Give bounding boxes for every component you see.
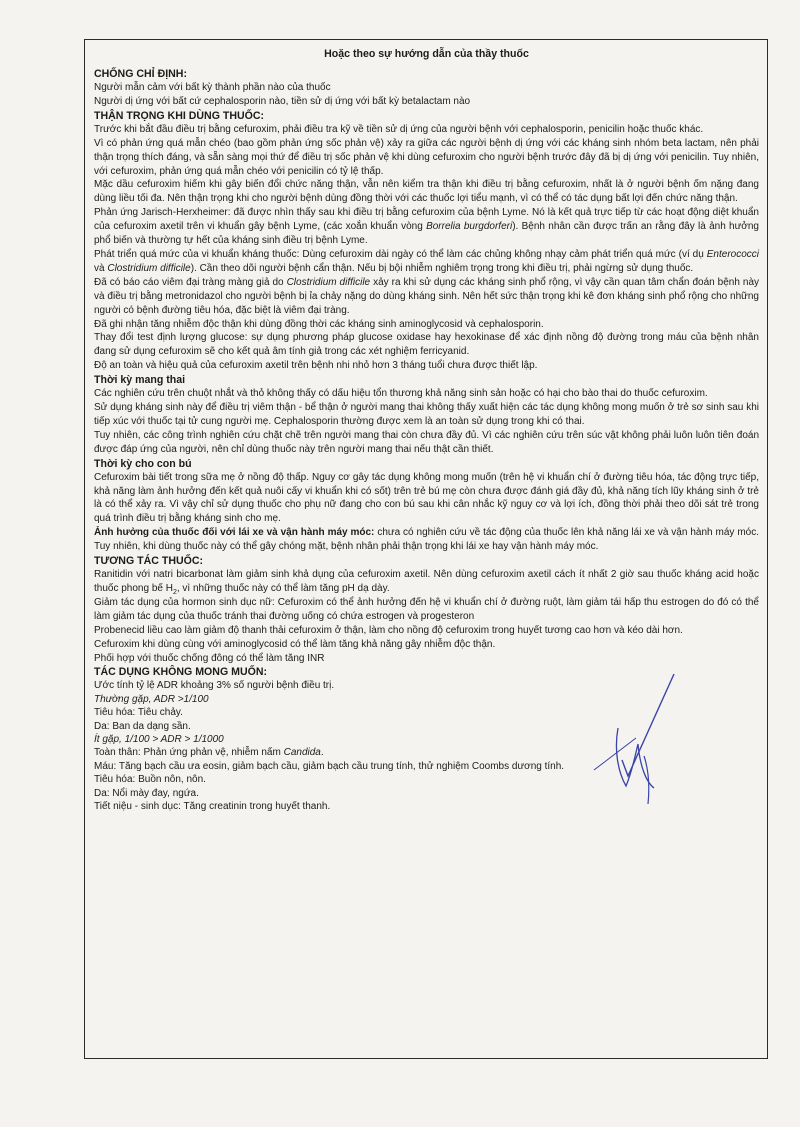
adverse-effects-heading: TÁC DỤNG KHÔNG MONG MUỐN:	[94, 666, 268, 679]
adverse-line: Máu: Tăng bạch cầu ưa eosin, giảm bạch cầu, giảm bạch cầu trung tính, thử nghiệm Coombs dương tính.	[94, 760, 565, 772]
caution-paragraph: Đã ghi nhận tăng nhiễm độc thận khi dùng đồng thời các kháng sinh aminoglycosid và cephalosporin.	[94, 318, 544, 330]
cautions-heading: THẬN TRỌNG KHI DÙNG THUỐC:	[94, 109, 265, 122]
italic-term: Candida	[283, 747, 321, 759]
caution-paragraph	[94, 276, 759, 318]
contraindications-heading: CHỐNG CHỈ ĐỊNH:	[94, 68, 187, 80]
adverse-line: Tiết niệu - sinh dục: Tăng creatinin trong huyết thanh.	[94, 801, 331, 813]
pregnancy-paragraph: Các nghiên cứu trên chuột nhắt và thỏ không thấy có dấu hiệu tổn thương khả năng sinh sản hoặc có hại cho bào thai do thuốc cefuroxim.	[94, 388, 708, 400]
pregnancy-paragraph: Sử dụng kháng sinh này để điều trị viêm thận - bể thận ở người mang thai không thấy xuất hiện các tác dụng không mong muốn ở trẻ sơ sinh sau khi tiếp xúc với thuốc tại tử cung người mẹ. Cephalosporin thường được xem là an toàn sử dụng trong khi có thai.	[94, 402, 759, 427]
text-run: Phát triển quá mức của vi khuẩn kháng thuốc: Dùng cefuroxim dài ngày có thể làm các chủng không nhạy cảm phát triển quá mức (ví dụ	[94, 248, 707, 260]
adverse-line	[94, 733, 759, 746]
caution-paragraph: Trước khi bắt đầu điều trị bằng cefuroxim, phải điều tra kỹ về tiền sử dị ứng của người bệnh với cephalosporin, penicilin hoặc thuốc khác.	[94, 123, 704, 135]
lactation-paragraph: Cefuroxim bài tiết trong sữa mẹ ở nồng độ thấp. Nguy cơ gây tác dụng không mong muốn (trên hệ vi khuẩn chí ở đường tiêu hóa, tác động trực tiếp, khả năng làm ảnh hưởng đến kết quả nuôi cấy vi khuẩn khi có sốt) trên trẻ bú mẹ còn chưa được đánh giá đầy đủ, khả năng tích lũy kháng sinh ở trẻ là có thể xảy ra. Vì vậy chỉ sử dụng thuốc cho phụ nữ đang cho con bú sau khi cân nhắc kỹ nguy cơ và lợi ích, đồng thời phải theo dõi sát trẻ trong quá trình điều trị bằng kháng sinh cho mẹ.	[94, 471, 759, 525]
text-run: và	[94, 262, 108, 274]
interaction-paragraph	[94, 568, 759, 596]
caution-paragraph	[94, 248, 759, 276]
caution-paragraph: Độ an toàn và hiệu quả của cefuroxim axetil trên bệnh nhi nhỏ hơn 3 tháng tuổi chưa được thiết lập.	[94, 360, 538, 372]
contraindication-line: Người dị ứng với bất cứ cephalosporin nào, tiền sử dị ứng với bất kỳ betalactam nào	[94, 95, 471, 107]
text-run: Toàn thân: Phản ứng phản vệ, nhiễm nấm	[94, 747, 284, 759]
italic-term: Enterococci	[706, 248, 759, 260]
italic-term: Clostridium difficile	[286, 276, 371, 288]
adverse-line	[94, 746, 759, 759]
text-run: Đã có báo cáo viêm đại tràng màng giả do	[94, 276, 287, 288]
adverse-line: Da: Ban da dạng sần.	[94, 720, 191, 732]
text-run: ). Cần theo dõi người bệnh cẩn thận. Nếu bị bội nhiễm nghiêm trọng trong khi điều trị, phải ngừng sử dụng thuốc.	[190, 262, 694, 274]
adverse-line	[94, 693, 759, 706]
pregnancy-paragraph: Tuy nhiên, các công trình nghiên cứu chặt chẽ trên người mang thai còn chưa đầy đủ. Vì các nghiên cứu trên súc vật không phải luôn luôn tiên đoán được đáp ứng của người, nên chỉ dùng thuốc này trên người mang thai nếu thật cần thiết.	[94, 429, 759, 455]
caution-paragraph: Mặc dầu cefuroxim hiếm khi gây biến đổi chức năng thận, vẫn nên kiểm tra thận khi điều trị bằng cefuroxim, nhất là ở người bệnh ốm nặng đang dùng liều tối đa. Nên thận trọng khi cho người bệnh dùng đồng thời với các thuốc lợi tiểu mạnh, vì có thể có tác dụng bất lợi đến chức năng thận.	[94, 179, 759, 205]
adverse-line: Tiêu hóa: Buồn nôn, nôn.	[94, 774, 206, 786]
italic-term: Borrelia burgdorferi	[426, 221, 513, 233]
frequency-label: Thường gặp, ADR >1/100	[94, 693, 209, 705]
document-frame	[84, 39, 768, 1059]
lactation-heading: Thời kỳ cho con bú	[94, 457, 192, 470]
adverse-line: Ước tính tỷ lệ ADR khoảng 3% số người bệnh điều trị.	[94, 680, 335, 692]
interactions-heading: TƯƠNG TÁC THUỐC:	[94, 555, 204, 568]
driving-heading: Ảnh hưởng của thuốc đối với lái xe và vận hành máy móc:	[94, 527, 375, 539]
interaction-paragraph: Giảm tác dụng của hormon sinh dục nữ: Cefuroxim có thể ảnh hưởng đến hệ vi khuẩn chí ở đường ruột, làm giảm tái hấp thu estrogen do đó có thể làm giảm tác dụng của thuốc tránh thai đường uống có chứa estrogen và progesteron	[94, 596, 759, 622]
pregnancy-heading: Thời kỳ mang thai	[94, 374, 186, 387]
text-run: ). Bệnh nhân cần được trấn an rằng đây là ảnh hưởng phổ biến và thường tự hết của kháng sinh điều trị bệnh Lyme.	[94, 221, 759, 247]
caution-paragraph: Vì có phản ứng quá mẫn chéo (bao gồm phản ứng sốc phản vệ) xảy ra giữa các người bệnh dị ứng với các kháng sinh nhóm beta lactam, nên phải thận trọng thích đáng, và sẵn sàng mọi thứ để điều trị sốc phản vệ khi dùng cefuroxim cho người bệnh trước đây đã bị dị ứng với penicilin. Tuy nhiên, với cefuroxim, phản ứng quá mẫn chéo với penicilin có tỷ lệ thấp.	[94, 137, 759, 177]
subscript: 2	[172, 589, 177, 596]
text-run: Phản ứng Jarisch-Herxheimer: đã được nhìn thấy sau khi điều trị bằng cefuroxim của bệnh Lyme. Nó là kết quả trực tiếp từ các hoạt động diệt khuẩn của cefuroxim axetil trên vi khuẩn gây bệnh Lyme, (các xoắn khuẩn vòng	[94, 207, 759, 233]
interaction-paragraph: Cefuroxim khi dùng cùng với aminoglycosid có thể làm tăng khả năng gây nhiễm độc thận.	[94, 638, 496, 650]
text-run: .	[320, 747, 324, 759]
adverse-line: Da: Nổi mày đay, ngứa.	[94, 787, 199, 799]
interaction-paragraph: Probenecid liều cao làm giảm độ thanh thải cefuroxim ở thận, làm cho nồng độ cefuroxim trong huyết tương cao hơn và kéo dài hơn.	[94, 624, 683, 636]
contraindication-line: Người mẫn cảm với bất kỳ thành phần nào của thuốc	[94, 82, 331, 93]
text-run: xảy ra khi sử dụng các kháng sinh phổ rộng, vì vậy cần quan tâm chẩn đoán bệnh này và điều trị bằng metronidazol cho người bệnh bị ỉa chảy nặng do dùng kháng sinh. Nên hết sức thận trọng khi kê đơn kháng sinh phổ rộng cho những người có bệnh đường tiêu hóa, đặc biệt là viêm đại tràng.	[94, 276, 760, 316]
adverse-line: Tiêu hóa: Tiêu chảy.	[94, 707, 183, 719]
document-title: Hoặc theo sự hướng dẫn của thầy thuốc	[324, 48, 529, 60]
caution-paragraph	[94, 206, 759, 248]
caution-paragraph: Thay đổi test định lượng glucose: sự dụng phương pháp glucose oxidase hay hexokinase để xác định nồng độ đường trong máu của bệnh nhân đang sử dụng cefuroxim sẽ cho kết quả âm tính giả trong các xét nghiệm ferricyanid.	[94, 332, 759, 358]
italic-term: Clostridium difficile	[107, 262, 191, 274]
text-run: Ranitidin với natri bicarbonat làm giảm sinh khả dụng của cefuroxim axetil. Nên dùng cefuroxim axetil cách ít nhất 2 giờ sau thuốc kháng acid hoặc thuốc phong bế H	[94, 569, 759, 594]
interaction-paragraph: Phối hợp với thuốc chống đông có thể làm tăng INR	[94, 652, 325, 664]
driving-paragraph	[94, 526, 759, 554]
frequency-label: Ít gặp, 1/100 > ADR > 1/1000	[94, 734, 224, 746]
text-run: chưa có nghiên cứu về tác động của thuốc lên khả năng lái xe và vận hành máy móc. Tuy nhiên, khi dùng thuốc này có thể gây chóng mặt, bệnh nhân phải thận trọng khi lái xe hay vận hành máy móc.	[94, 527, 759, 553]
text-run: , vì những thuốc này có thể làm tăng pH dạ dày.	[176, 583, 390, 594]
